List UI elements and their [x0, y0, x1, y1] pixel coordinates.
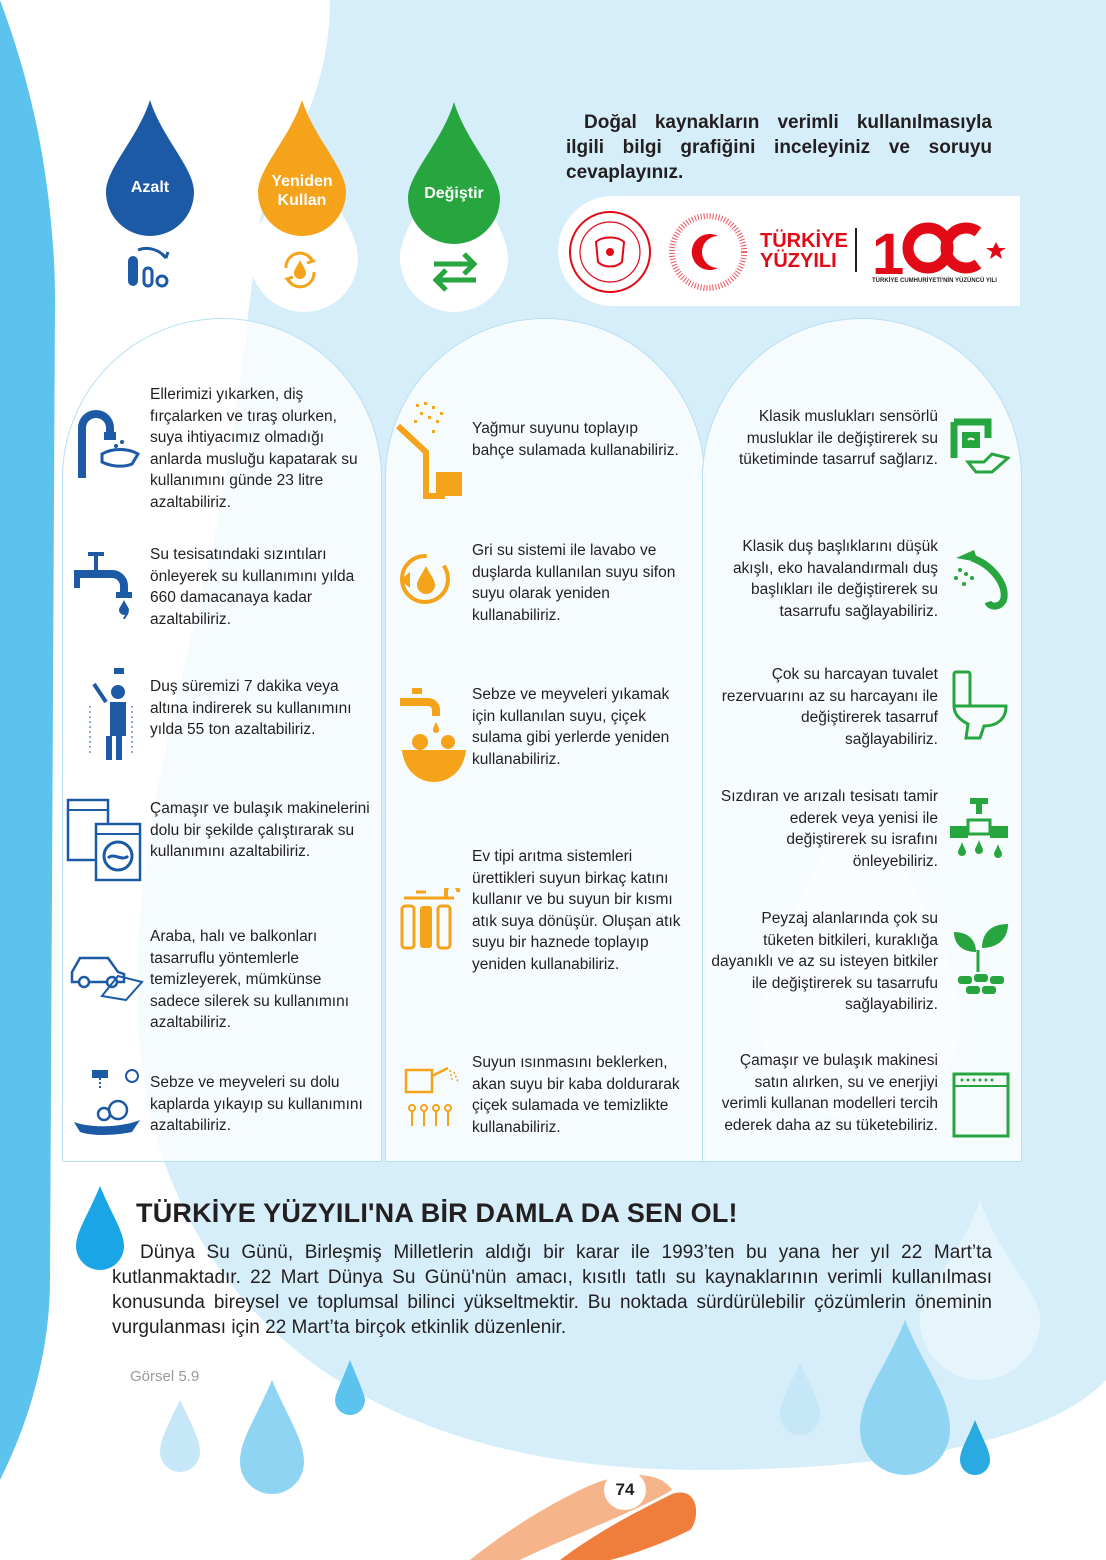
figure-caption: Görsel 5.9 — [130, 1368, 200, 1385]
azalt-item-6: Sebze ve meyveleri su dolu kaplarda yıkayıp su kullanımını azaltabiliriz. — [150, 1074, 363, 1134]
svg-text:1: 1 — [872, 222, 905, 287]
section-heading: TÜRKİYE YÜZYILI'NA BİR DAMLA DA SEN OL! — [136, 1198, 738, 1228]
sensor-faucet-icon — [948, 418, 1010, 476]
car-carpet-icon — [68, 946, 144, 1002]
shower-person-icon — [86, 666, 136, 762]
azalt-item-1: Ellerimizi yıkarken, diş fırçalarken ve tıraş olurken, suya ihtiyacımız olmadığı anlarda musluğu kapatarak su kullanımını günde 23 litre azaltabiliriz. — [150, 386, 358, 511]
recycle-drop-icon — [278, 248, 322, 292]
hand-washing-faucet-icon — [72, 408, 142, 480]
washing-machine-icon — [66, 798, 142, 882]
degistir-item-1: Klasik muslukları sensörlü musluklar ile değiştirerek su tüketiminde tasarruf sağlarız. — [738, 408, 938, 468]
washing-vegetables-icon — [70, 1066, 144, 1138]
degistir-item-5: Peyzaj alanlarında çok su tüketen bitkileri, kuraklığa dayanıklı ve az su isteyen bitkiler ile değiştirerek su tasarrufu sağlayabiliriz. — [711, 910, 938, 1013]
azalt-label: Azalt — [130, 179, 170, 196]
degistir-label: Değiştir — [424, 185, 484, 202]
turkiye-yuzyili-text: TÜRKİYE YÜZYILI — [760, 230, 848, 272]
azalt-item-5: Araba, halı ve balkonları tasarruflu yöntemlerle temizleyerek, mümkünse sadece silerek su kullanımını azaltabiliriz. — [150, 928, 350, 1031]
fruit-bowl-faucet-icon — [398, 686, 470, 784]
rain-collection-icon — [396, 400, 464, 500]
water-filter-icon — [396, 888, 462, 954]
yeniden-drop — [258, 100, 346, 236]
degistir-item-6: Çamaşır ve bulaşık makinesi satın alırken, su ve enerjiyi verimli kullanan modelleri tercih ederek daha az su tüketebiliriz. — [721, 1052, 938, 1134]
yeniden-item-2: Gri su sistemi ile lavabo ve duşlarda kullanılan suyu sifon suyu olarak yeniden kullanabiliriz. — [472, 542, 676, 624]
shower-head-icon — [950, 544, 1012, 610]
azalt-item-2: Su tesisatındaki sızıntıları önleyerek su kullanımını yılda 660 damacanaya kadar azaltabiliriz. — [150, 546, 355, 628]
faucet-level-icon — [124, 244, 178, 290]
degistir-item-2: Klasik duş başlıklarını düşük akışlı, eko havalandırmalı duş başlıkları ile değiştirerek su tasarrufu sağlayabiliriz. — [732, 538, 938, 620]
leaking-pipe-icon — [72, 548, 142, 620]
watering-can-icon — [402, 1060, 464, 1130]
leaking-valve-icon — [948, 796, 1010, 860]
world-water-day-paragraph: Dünya Su Günü, Birleşmiş Milletlerin aldığı bir karar ile 1993’ten bu yana her yıl 22 Mart’ta kutlanmaktadır. 22 Mart Dünya Su Günü'nün amacı, kısıtlı tatlı su kaynaklarının verimli kullanılması konusunda bireysel ve toplumsal bilinci yükseltmektir. Bu noktada sürdürülebilir çözümlerin öneminin vurgulanması için 22 Mart’ta birçok etkinlik düzenlenir. — [112, 1242, 992, 1338]
toilet-icon — [950, 668, 1010, 740]
degistir-drop — [408, 102, 500, 244]
yeniden-item-1: Yağmur suyunu toplayıp bahçe sulamada kullanabiliriz. — [472, 420, 679, 459]
degistir-item-4: Sızdıran ve arızalı tesisatı tamir ederek veya yenisi ile değiştirerek su israfını önleyebiliriz. — [720, 788, 938, 870]
grey-water-icon — [398, 552, 452, 606]
dishwasher-icon — [952, 1072, 1010, 1138]
azalt-item-4: Çamaşır ve bulaşık makinelerini dolu bir şekilde çalıştırarak su kullanımını azaltabiliriz. — [150, 800, 370, 860]
hundred-caption: TÜRKİYE CUMHURİYETİ'NİN YÜZÜNCÜ YILI — [872, 278, 997, 284]
yeniden-item-4: Ev tipi arıtma sistemleri ürettikleri suyun birkaç katını kullanır ve bu suyun bir kısmı atık suya dönüşür. Oluşan atık suyu bir haznede toplayıp yeniden kullanabiliriz. — [472, 848, 681, 973]
turkiye-yuzyili-logo — [672, 216, 744, 288]
azalt-item-3: Duş süremizi 7 dakika veya altına indirerek su kullanımını yılda 55 ton azaltabiliriz. — [150, 678, 352, 738]
degistir-item-3: Çok su harcayan tuvalet rezervuarını az su harcayanı ile değiştirerek tasarruf sağlayabiliriz. — [721, 666, 938, 748]
azalt-drop — [106, 100, 194, 236]
yeniden-kullan-label: Yeniden Kullan — [271, 173, 333, 209]
swap-arrows-icon — [428, 250, 482, 292]
seal-text — [566, 206, 654, 298]
intro-text: Doğal kaynakların verimli kullanılmasıyla ilgili bilgi grafiğini inceleyiniz ve soruyu cevaplayınız. — [566, 112, 992, 183]
yeniden-item-3: Sebze ve meyveleri yıkamak için kullanılan suyu, çiçek sulama gibi yerlerde yeniden kullanabiliriz. — [472, 686, 670, 768]
page-number: 74 — [604, 1470, 646, 1510]
plant-icon — [952, 922, 1010, 998]
yeniden-item-5: Suyun ısınmasını beklerken, akan suyu bir kaba doldurarak çiçek sulamada ve temizlikte kullanabiliriz. — [472, 1054, 680, 1136]
